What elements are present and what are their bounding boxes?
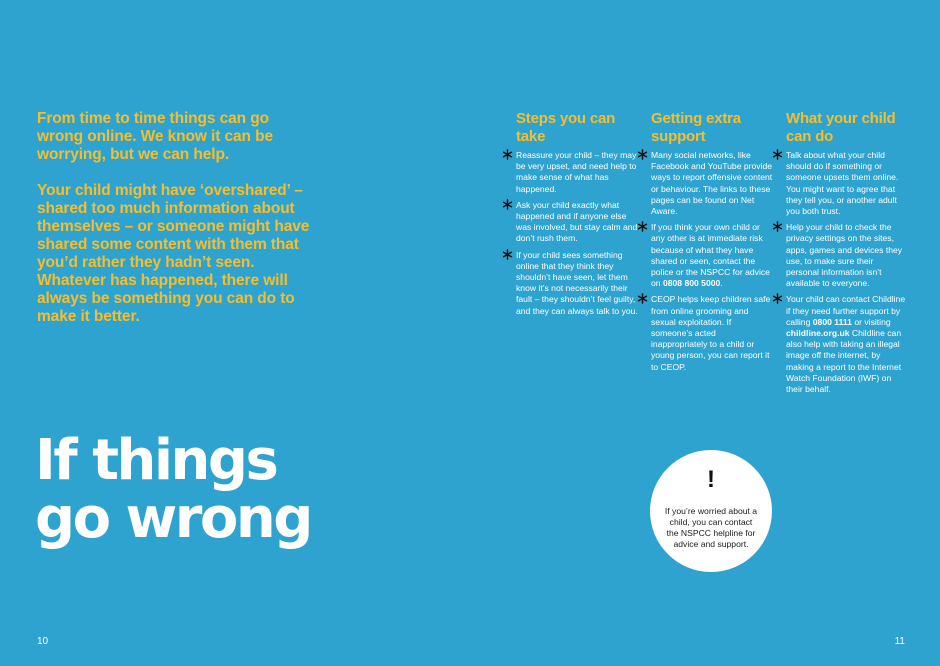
- asterisk-bullet-icon: [772, 221, 783, 232]
- list-item: [786, 294, 908, 395]
- list-item-text: Your child can contact Childline if they need further support by calling: [786, 294, 906, 327]
- list-item-text: If your child sees something online that they think they shouldn’t have seen, let them know it’s not necessarily their fault – they shouldn’t feel guilty, and they can always talk to you.: [516, 249, 638, 316]
- list-item-text: Ask your child exactly what happened and if anyone else was involved, but stay calm and don’t rush them.: [516, 199, 638, 244]
- asterisk-bullet-icon: [637, 149, 648, 160]
- page-number-left: 10: [37, 636, 49, 647]
- title-line-2: go wrong: [35, 486, 311, 551]
- title-line-1: If things: [35, 428, 277, 493]
- list-item-text-connector: or visiting: [851, 316, 891, 327]
- column-heading: What your child can do: [786, 110, 896, 145]
- column-heading: Steps you can take: [516, 110, 616, 145]
- list-item-text: Many social networks, like Facebook and YouTube provide ways to report offensive content or behaviour. The links to these pages can be found on Net Aware.: [651, 150, 773, 217]
- list-item-text: Help your child to check the privacy settings on the sites, apps, games and devices they use, to make sure their personal information isn’t available to everyone.: [786, 222, 903, 289]
- column-getting-extra-support: [651, 110, 773, 378]
- column-heading: Getting extra support: [651, 110, 741, 145]
- list-item-text-rest: Childline can also help with taking an illegal image off the internet, by making a report to the Internet Watch Foundation (IWF) on their behalf.: [786, 328, 902, 395]
- list-item: [651, 222, 773, 289]
- nspcc-helpline-callout: [650, 450, 772, 572]
- childline-url: childline.org.uk: [786, 328, 850, 339]
- nspcc-phone-number: 0808 800 5000: [662, 278, 721, 289]
- list-item: [651, 294, 773, 372]
- bullet-list: [651, 150, 773, 373]
- childline-phone-number: 0800 1111: [812, 316, 852, 327]
- bullet-list: [516, 150, 638, 317]
- asterisk-bullet-icon: [772, 293, 783, 304]
- list-item: [786, 150, 908, 217]
- column-steps-you-can-take: [516, 110, 638, 322]
- asterisk-bullet-icon: [502, 149, 513, 160]
- list-item-text: Reassure your child – they may be very upset, and need help to make sense of what has happened.: [516, 150, 637, 194]
- exclamation-icon: !: [707, 466, 715, 493]
- page-title: [35, 428, 455, 551]
- right-page: [470, 0, 940, 666]
- page-number-right: 11: [894, 636, 905, 647]
- list-item: [516, 200, 638, 245]
- list-item: [786, 222, 908, 289]
- bullet-list: [786, 150, 908, 395]
- column-what-your-child-can-do: [786, 110, 908, 400]
- asterisk-bullet-icon: [502, 199, 513, 210]
- intro-text: [37, 110, 317, 344]
- list-item-text-suffix: .: [720, 278, 723, 289]
- callout-text: If you’re worried about a child, you can contact the NSPCC helpline for advice and support.: [664, 506, 758, 549]
- list-item: [651, 150, 773, 217]
- list-item: [516, 250, 638, 317]
- intro-paragraph-2: Your child might have ‘overshared’ – shared too much information about themselves – or someone might have shared some content with them that you’d rather they hadn’t seen. Whatever has happened, there will always be something you can do to make it better.: [37, 182, 310, 325]
- asterisk-bullet-icon: [637, 221, 648, 232]
- list-item: [516, 150, 638, 195]
- list-item-text: Talk about what your child should do if something or someone upsets them online. You might want to agree that they tell you, or another adult you both trust.: [786, 150, 899, 217]
- list-item-text: CEOP helps keep children safe from online grooming and sexual exploitation. If someone’s acted inappropriately to a child or young person, you can report it to CEOP.: [651, 294, 771, 372]
- asterisk-bullet-icon: [637, 293, 648, 304]
- list-item-text: If you think your own child or any other is at immediate risk because of what they have shared or seen, contact the police or the NSPCC for advice on: [651, 222, 770, 289]
- asterisk-bullet-icon: [502, 249, 513, 260]
- asterisk-bullet-icon: [772, 149, 783, 160]
- intro-paragraph-1: From time to time things can go wrong online. We know it can be worrying, but we can help.: [37, 110, 274, 163]
